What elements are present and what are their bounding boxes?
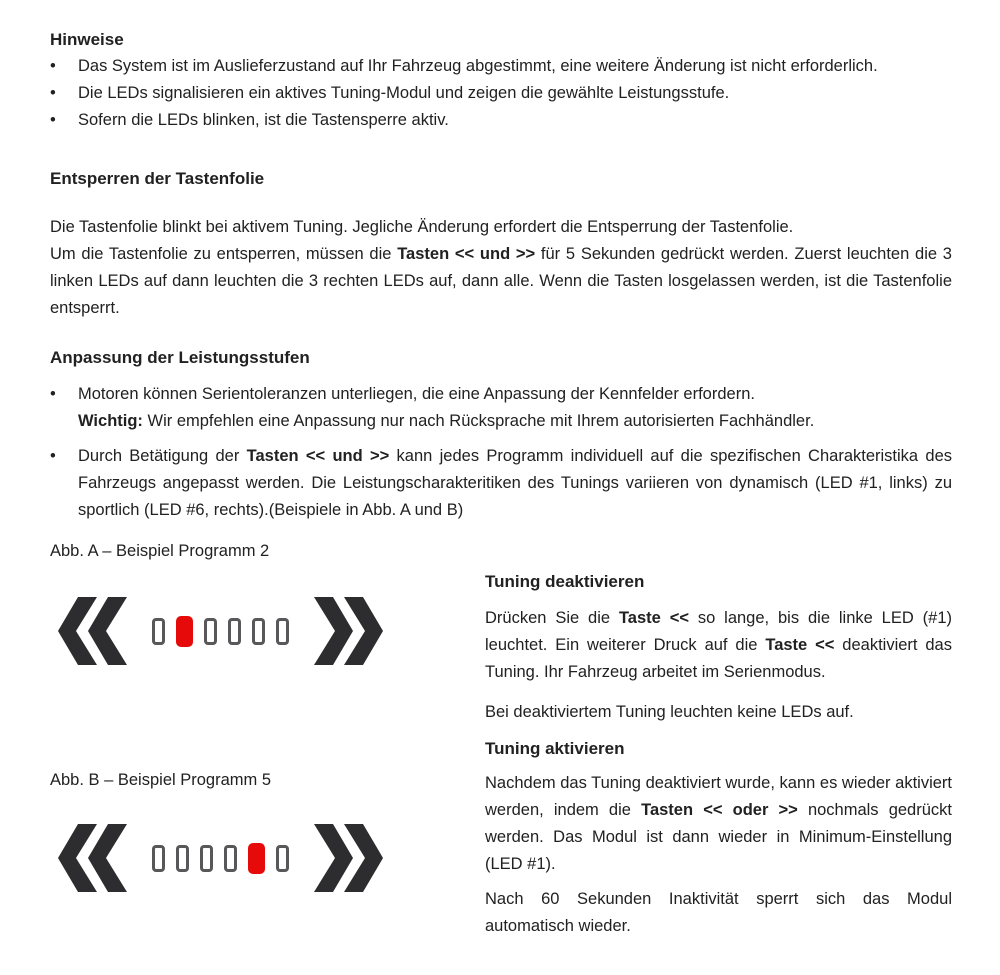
list-item xyxy=(50,381,952,435)
bullet-icon: • xyxy=(50,84,56,102)
entsperren-paragraph-1: Die Tastenfolie blinkt bei aktivem Tuning. Jegliche Änderung erfordert die Entsperrung der Tastenfolie. xyxy=(50,218,794,236)
double-chevron-left-icon xyxy=(58,597,128,665)
led-4 xyxy=(224,845,237,872)
two-column-area xyxy=(50,538,952,940)
list-item xyxy=(50,443,952,524)
led-2-active xyxy=(176,616,193,647)
list-item xyxy=(50,80,952,107)
led-5 xyxy=(252,618,265,645)
list-item-text: Sofern die LEDs blinken, ist die Tastensperre aktiv. xyxy=(78,111,449,129)
hinweise-list xyxy=(50,53,952,134)
bullet-icon: • xyxy=(50,57,56,75)
list-item xyxy=(50,107,952,134)
heading-entsperren: Entsperren der Tastenfolie xyxy=(50,169,265,188)
led-6 xyxy=(276,845,289,872)
anpassung-list xyxy=(50,381,952,524)
list-item xyxy=(50,53,952,80)
deaktivieren-paragraph-2: Bei deaktiviertem Tuning leuchten keine LEDs auf. xyxy=(485,703,854,721)
led-4 xyxy=(228,618,241,645)
led-5-active xyxy=(248,843,265,874)
led-1 xyxy=(152,618,165,645)
bullet-icon: • xyxy=(50,385,56,403)
aktivieren-paragraph-2: Nach 60 Sekunden Inaktivität sperrt sich das Modul automatisch wieder. xyxy=(485,890,952,935)
led-strip xyxy=(152,843,289,874)
aktivieren-paragraph-1: Nachdem das Tuning deaktiviert wurde, kann es wieder aktiviert werden, indem die Tasten << oder >> nochmals gedrückt werden. Das Modul ist dann wieder in Minimum-Einstellung (LED #1). xyxy=(485,774,952,873)
deaktivieren-paragraph-1: Drücken Sie die Taste << so lange, bis die linke LED (#1) leuchtet. Ein weiterer Druck auf die Taste << deaktiviert das Tuning. Ihr Fahrzeug arbeitet im Serienmodus. xyxy=(485,609,953,681)
figure-b-led-graphic xyxy=(58,822,485,894)
double-chevron-right-icon xyxy=(313,597,383,665)
heading-anpassung: Anpassung der Leistungsstufen xyxy=(50,348,310,367)
heading-hinweise: Hinweise xyxy=(50,30,124,49)
figures-column xyxy=(50,538,485,940)
list-item-text: Durch Betätigung der Tasten << und >> kann jedes Programm individuell auf die spezifischen Charakteristika des Fahrzeugs angepasst werden. Die Leistungscharakteritiken des Tunings variieren von dynamisch (LED #1, links) zu sportlich (LED #6, rechts).(Beispiele in Abb. A und B) xyxy=(78,447,952,519)
figure-a-caption: Abb. A – Beispiel Programm 2 xyxy=(50,542,270,560)
double-chevron-right-icon xyxy=(313,824,383,892)
led-6 xyxy=(276,618,289,645)
list-item-text: Motoren können Serientoleranzen unterliegen, die eine Anpassung der Kennfelder erfordern. Wichtig: Wir empfehlen eine Anpassung nur nach Rücksprache mit Ihrem autorisierten Fachhändler. xyxy=(78,385,815,430)
led-3 xyxy=(200,845,213,872)
led-2 xyxy=(176,845,189,872)
entsperren-paragraph-2: Um die Tastenfolie zu entsperren, müssen die Tasten << und >> für 5 Sekunden gedrückt werden. Zuerst leuchten die 3 linken LEDs auf dann leuchten die 3 rechten LEDs auf, dann alle. Wenn die Tasten losgelassen werden, ist die Tastenfolie entsperrt. xyxy=(50,245,952,317)
figure-a-led-graphic xyxy=(58,595,485,667)
figure-b-caption: Abb. B – Beispiel Programm 5 xyxy=(50,771,272,789)
led-1 xyxy=(152,845,165,872)
heading-tuning-aktivieren: Tuning aktivieren xyxy=(485,739,625,758)
double-chevron-left-icon xyxy=(58,824,128,892)
led-3 xyxy=(204,618,217,645)
heading-tuning-deaktivieren: Tuning deaktivieren xyxy=(485,572,645,591)
bullet-icon: • xyxy=(50,447,56,465)
bullet-icon: • xyxy=(50,111,56,129)
instructions-column xyxy=(485,538,952,940)
list-item-text: Die LEDs signalisieren ein aktives Tuning-Modul und zeigen die gewählte Leistungsstufe. xyxy=(78,84,730,102)
led-strip xyxy=(152,616,289,647)
list-item-text: Das System ist im Auslieferzustand auf Ihr Fahrzeug abgestimmt, eine weitere Änderung ist nicht erforderlich. xyxy=(78,57,878,75)
